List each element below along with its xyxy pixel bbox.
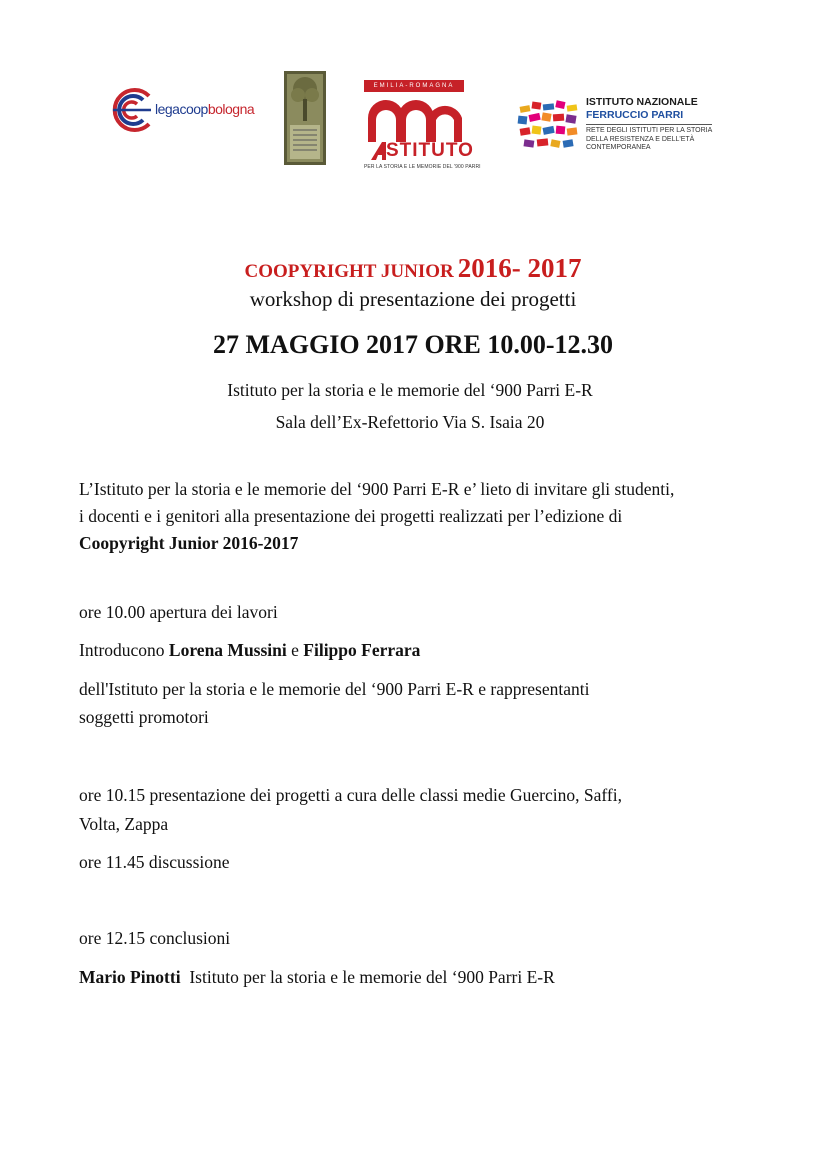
event-room-address: Sala dell’Ex-Refettorio Via S. Isaia 20 xyxy=(275,412,545,432)
speaker-filippo-ferrara: Filippo Ferrara xyxy=(303,640,421,660)
mosaic-icon xyxy=(516,100,582,152)
istituto-parri-er-logo xyxy=(362,80,481,173)
legacoop-swirl-icon xyxy=(105,82,155,138)
event-title-name: COOPYRIGHT JUNIOR xyxy=(244,261,454,282)
intro-program-name: Coopyright Junior 2016-2017 xyxy=(79,533,299,553)
parri-divider xyxy=(586,124,712,125)
event-date: 27 MAGGIO 2017 ORE 10.00-12.30 xyxy=(212,330,614,359)
program-affiliation-2: soggetti promotori xyxy=(79,707,209,727)
event-venue: Istituto per la storia e le memorie del ‘900 Parri E-R xyxy=(227,380,593,400)
intro-line-1: L’Istituto per la storia e le memorie del ‘900 Parri E-R e’ lieto di invitare gli studenti, xyxy=(79,479,675,499)
istituto-tagline: PER LA STORIA E LE MEMORIE DEL '900 PARRI xyxy=(364,164,481,170)
intro-line-3 xyxy=(79,531,298,555)
program-opening: ore 10.00 apertura dei lavori xyxy=(79,602,278,622)
introducers-and: e xyxy=(291,640,299,660)
istituto-region-band: EMILIA-ROMAGNA xyxy=(364,80,464,92)
parri-tag1: RETE DEGLI ISTITUTI PER LA STORIA xyxy=(586,127,713,134)
logo-bar xyxy=(0,0,826,200)
parri-line1: ISTITUTO NAZIONALE xyxy=(586,96,698,108)
closing-affiliation: Istituto per la storia e le memorie del ‘900 Parri E-R xyxy=(189,967,555,987)
arches-icon xyxy=(364,92,464,142)
legacoop-city: bologna xyxy=(207,101,255,117)
event-title xyxy=(0,253,826,284)
program-presentation-2: Volta, Zappa xyxy=(79,814,169,834)
parri-line2: FERRUCCIO PARRI xyxy=(586,109,684,121)
parri-tag2: DELLA RESISTENZA E DELL'ETÀ xyxy=(586,135,695,143)
program-conclusion: ore 12.15 conclusioni xyxy=(79,928,231,948)
intro-line-2: i docenti e i genitori alla presentazione dei progetti realizzati per l’edizione di xyxy=(79,506,623,526)
parri-text-block xyxy=(586,96,726,153)
parri-tag3: CONTEMPORANEA xyxy=(586,144,651,151)
istituto-initial-icon xyxy=(368,140,388,162)
legacoop-name: legacoop xyxy=(155,101,208,117)
speaker-mario-pinotti: Mario Pinotti xyxy=(79,967,181,987)
speaker-lorena-mussini: Lorena Mussini xyxy=(168,640,287,660)
legacoop-bologna-logo xyxy=(105,82,255,138)
introducers-prefix: Introducono xyxy=(79,640,165,660)
program-introducers xyxy=(79,638,420,662)
cds-tree-logo xyxy=(284,71,326,165)
event-title-year: 2016- 2017 xyxy=(457,253,582,283)
istituto-wordmark: STITUTO xyxy=(386,140,474,161)
program-closing xyxy=(79,965,555,989)
program-discussion: ore 11.45 discussione xyxy=(79,852,230,872)
ferruccio-parri-logo xyxy=(516,96,726,156)
program-presentation-1: ore 10.15 presentazione dei progetti a cura delle classi medie Guercino, Saffi, xyxy=(79,785,622,805)
program-affiliation-1: dell'Istituto per la storia e le memorie del ‘900 Parri E-R e rappresentanti xyxy=(79,679,590,699)
event-subtitle: workshop di presentazione dei progetti xyxy=(249,287,577,311)
legacoop-wordmark xyxy=(155,101,254,117)
tree-icon xyxy=(284,71,326,165)
